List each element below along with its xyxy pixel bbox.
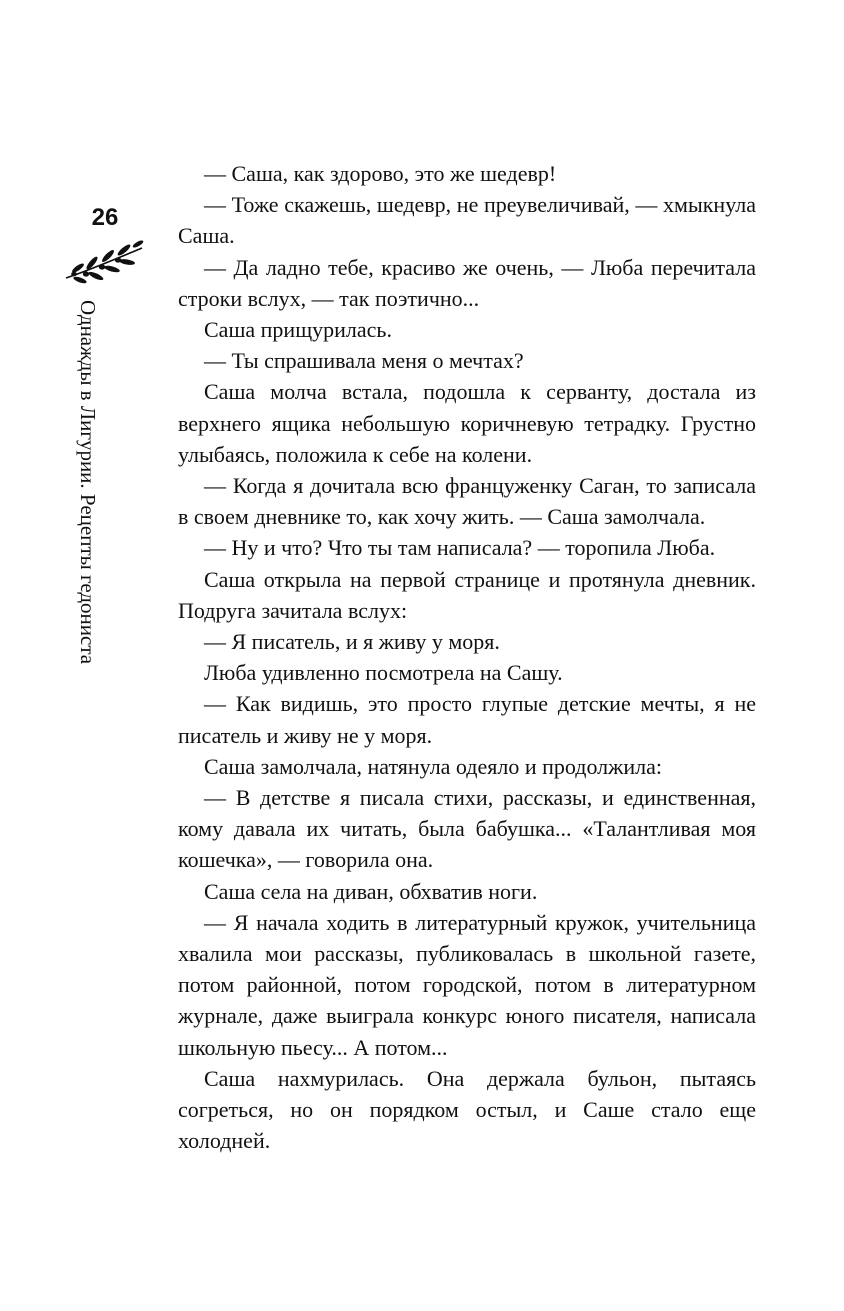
paragraph: — Саша, как здорово, это же шедевр! [204, 161, 557, 186]
running-title: Однажды в Лигурии. Рецепты гедониста [76, 300, 100, 665]
paragraph: — Как видишь, это просто глупые детские мечты, я не писатель и живу не у моря. [178, 691, 756, 748]
paragraph: Саша открыла на первой странице и протянула дневник. Подруга зачитала вслух: [178, 566, 756, 623]
paragraph: Люба удивленно посмотрела на Сашу. [204, 660, 563, 686]
paragraph: Саша нахмурилась. Она держала бульон, пытаясь согреться, но он порядком остыл, и Саше стало еще холодней. [178, 1065, 756, 1154]
paragraph: Саша прищурилась. [204, 317, 392, 343]
paragraph: — Да ладно тебе, красиво же очень, — Люба перечитала строки вслух, — так поэтично... [178, 254, 756, 311]
paragraph: — Когда я дочитала всю француженку Саган, то записала в своем дневнике то, как хочу жить. — Саша замолчала. [178, 473, 756, 530]
page-number: 26 [91, 204, 119, 231]
paragraph: — Ты спрашивала меня о мечтах? [204, 348, 524, 374]
paragraph: Саша села на диван, обхватив ноги. [204, 878, 538, 904]
paragraph: — Тоже скажешь, шедевр, не преувеличивай, — хмыкнула Саша. [178, 192, 756, 249]
paragraph: — Ну и что? Что ты там написала? — торопила Люба. [204, 535, 716, 561]
paragraph: — Я начала ходить в литературный кружок, учительница хвалила мои рассказы, публиковалась в школьной газете, потом районной, потом городской, потом в литературном журнале, даже выиграла конкурс юного писателя, написала школьную пьесу... А потом... [178, 909, 756, 1060]
body-text [178, 158, 756, 1157]
paragraph: Саша замолчала, натянула одеяло и продолжила: [204, 753, 662, 779]
olive-branch-icon [64, 238, 144, 286]
paragraph: — Я писатель, и я живу у моря. [204, 629, 500, 655]
paragraph: — В детстве я писала стихи, рассказы, и единственная, кому давала их читать, была бабушка... «Талантливая моя кошечка», — говорила она. [178, 785, 756, 873]
paragraph: Саша молча встала, подошла к серванту, достала из верхнего ящика небольшую коричневую тетрадку. Грустно улыбаясь, положила к себе на колени. [178, 379, 756, 467]
